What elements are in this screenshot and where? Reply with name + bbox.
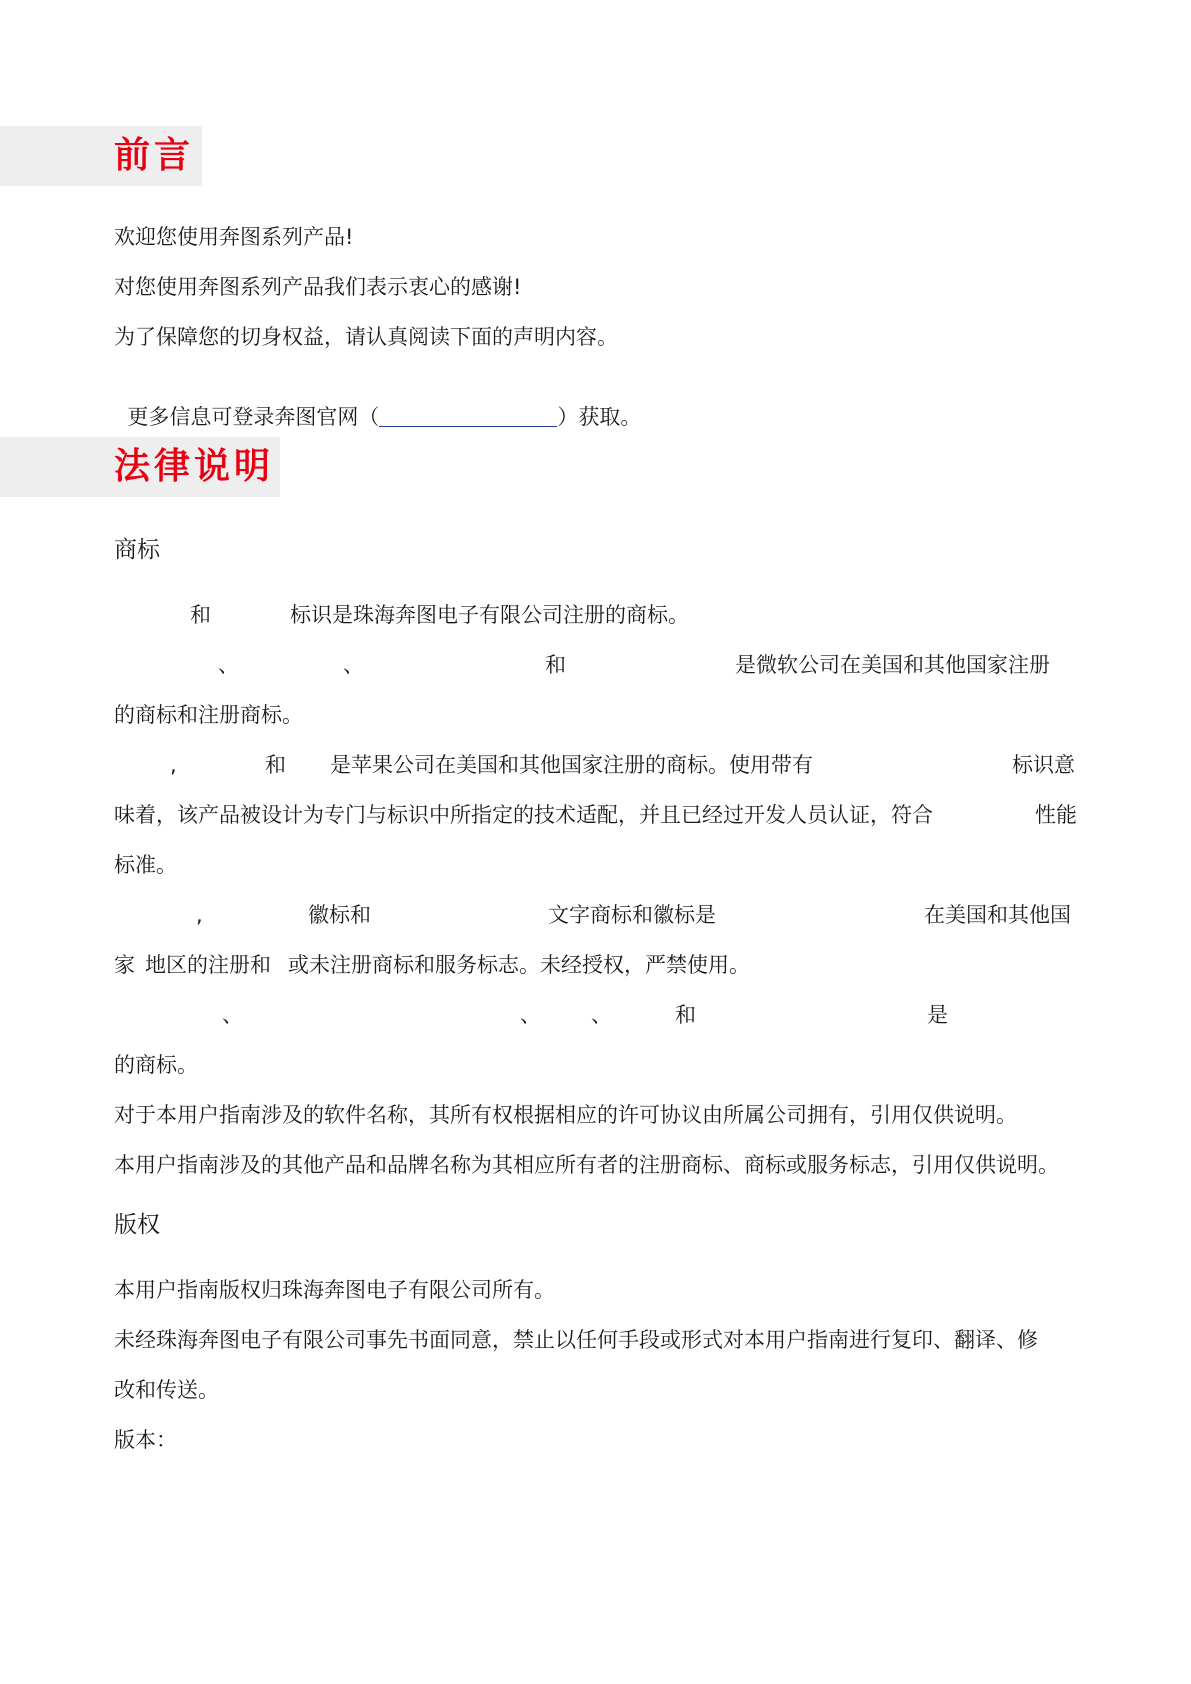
copyright-title: 版权 — [114, 1212, 160, 1238]
preface-line-3: 为了保障您的切身权益，请认真阅读下面的声明内容。 — [114, 325, 618, 349]
tm5-a: 、 — [222, 1003, 243, 1027]
tm4-d: 在美国和其他国 — [924, 903, 1071, 927]
preface-line-2: 对您使用奔图系列产品我们表示衷心的感谢! — [114, 275, 522, 299]
preface-heading: 前言 — [114, 135, 195, 176]
website-link-blank[interactable] — [379, 404, 557, 427]
copyright-line-2: 未经珠海奔图电子有限公司事先书面同意，禁止以任何手段或形式对本用户指南进行复印、翻译、修 — [114, 1328, 1038, 1352]
copyright-line-3: 改和传送。 — [114, 1378, 219, 1402]
version-label: 版本： — [114, 1428, 177, 1452]
tm5-line2: 的商标。 — [114, 1053, 198, 1077]
tm3-line2-a: 味着，该产品被设计为专门与标识中所指定的技术适配，并且已经过开发人员认证，符合 — [114, 803, 933, 827]
trademark-title: 商标 — [114, 537, 160, 563]
preface-line-4 — [114, 372, 641, 432]
tm4-line2-b: 地区的注册和 — [145, 953, 271, 977]
tm3-d: 标识意 — [1012, 753, 1075, 777]
tm4-line2-a: 家 — [114, 953, 135, 977]
tm4-b: 徽标和 — [308, 903, 371, 927]
tm6: 对于本用户指南涉及的软件名称，其所有权根据相应的许可协议由所属公司拥有，引用仅供说明。 — [114, 1103, 1017, 1127]
tm4-c: 文字商标和徽标是 — [548, 903, 716, 927]
tm2-b: 、 — [343, 653, 364, 677]
tm1-b: 标识是珠海奔图电子有限公司注册的商标。 — [290, 603, 689, 627]
tm3-line2-b: 性能 — [1035, 803, 1077, 827]
tm1-a: 和 — [190, 603, 211, 627]
tm2-c: 和 — [545, 653, 566, 677]
tm7: 本用户指南涉及的其他产品和品牌名称为其相应所有者的注册商标、商标或服务标志，引用仅供说明。 — [114, 1153, 1059, 1177]
copyright-line-1: 本用户指南版权归珠海奔图电子有限公司所有。 — [114, 1278, 555, 1302]
tm5-c: 、 — [591, 1003, 612, 1027]
preface-line-1: 欢迎您使用奔图系列产品! — [114, 225, 354, 249]
tm5-e: 是 — [927, 1003, 948, 1027]
tm4-line2-c: 或未注册商标和服务标志。未经授权，严禁使用。 — [288, 953, 750, 977]
tm4-a: , — [196, 903, 203, 927]
tm3-c: 是苹果公司在美国和其他国家注册的商标。使用带有 — [330, 753, 813, 777]
tm3-line3: 标准。 — [114, 853, 177, 877]
tm2-d: 是微软公司在美国和其他国家注册 — [735, 653, 1050, 677]
tm2-a: 、 — [218, 653, 239, 677]
tm2-line2: 的商标和注册商标。 — [114, 703, 303, 727]
tm3-b: 和 — [265, 753, 286, 777]
tm3-a: , — [170, 753, 177, 777]
preface-line-4-end: ）获取。 — [557, 405, 642, 429]
preface-line-4-start: 更多信息可登录奔图官网（ — [127, 405, 380, 429]
legal-heading: 法律说明 — [114, 446, 275, 487]
tm5-b: 、 — [520, 1003, 541, 1027]
tm5-d: 和 — [675, 1003, 696, 1027]
